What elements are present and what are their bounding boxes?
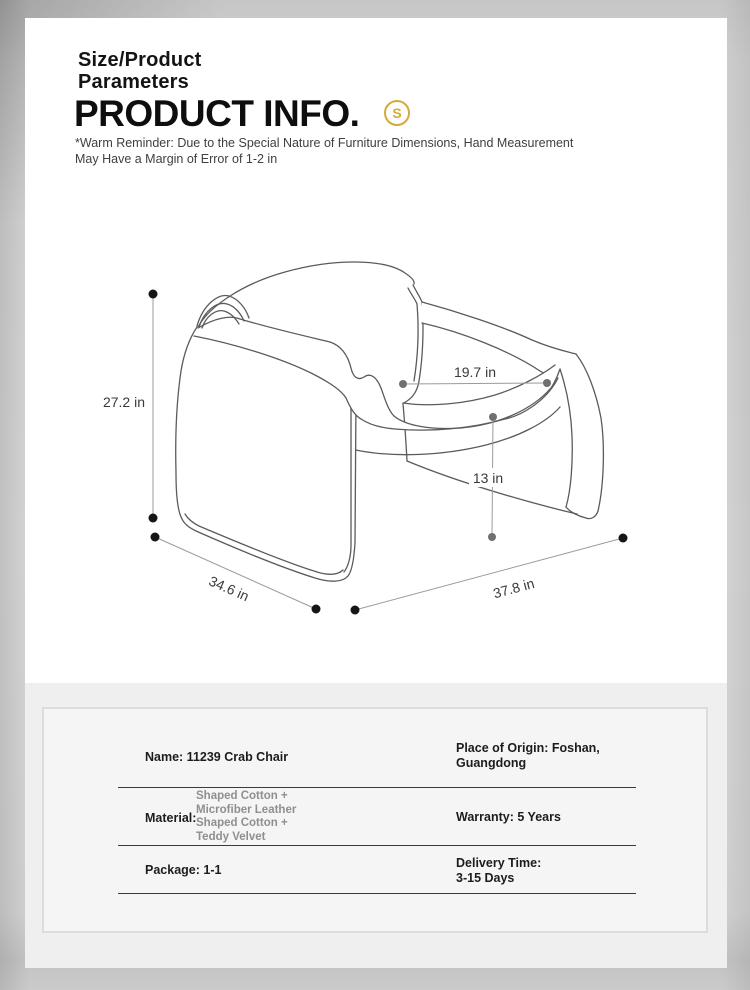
subtitle-line-2: Parameters bbox=[78, 70, 189, 93]
spec-origin-line-1: Place of Origin: Foshan, bbox=[456, 741, 600, 755]
dimension-label-depth: 34.6 in bbox=[206, 572, 252, 605]
spec-material-label: Material: bbox=[145, 811, 197, 825]
spec-origin-line-2: Guangdong bbox=[456, 756, 527, 770]
warm-reminder-line-2: May Have a Margin of Error of 1-2 in bbox=[75, 151, 278, 166]
warm-reminder-line-1: *Warm Reminder: Due to the Special Nature of Furniture Dimensions, Hand Measurement bbox=[75, 136, 574, 150]
brand-seal-icon bbox=[384, 100, 410, 126]
dimension-label-width: 37.8 in bbox=[491, 575, 537, 602]
chair-line-drawing bbox=[90, 235, 650, 635]
table-rule-2 bbox=[118, 845, 636, 846]
chair-strokes bbox=[176, 262, 604, 581]
page-title: PRODUCT INFO. bbox=[74, 93, 360, 134]
spec-material-line-1: Shaped Cotton + bbox=[196, 790, 288, 802]
dimension-label-seat-width: 19.7 in bbox=[453, 364, 497, 380]
spec-delivery-line-1: Delivery Time: bbox=[456, 856, 542, 870]
spec-material-line-3: Shaped Cotton + bbox=[196, 817, 288, 829]
spec-material-line-2: Microfiber Leather bbox=[196, 803, 297, 816]
spec-table-card bbox=[42, 707, 708, 933]
table-rule-1 bbox=[118, 787, 636, 788]
subtitle-line-1: Size/Product bbox=[78, 49, 202, 71]
chair-diagram bbox=[90, 235, 650, 635]
dimension-label-height: 27.2 in bbox=[102, 394, 145, 410]
dimension-label-seat-height: 13 in bbox=[472, 470, 504, 486]
spec-delivery-line-2: 3-15 Days bbox=[456, 871, 515, 885]
spec-warranty: Warranty: 5 Years bbox=[456, 810, 561, 824]
spec-material-line-4: Teddy Velvet bbox=[196, 830, 266, 843]
spec-origin bbox=[456, 741, 600, 771]
spec-material-values bbox=[196, 790, 296, 844]
table-rule-3 bbox=[118, 893, 636, 894]
spec-name: Name: 11239 Crab Chair bbox=[145, 750, 289, 764]
spec-delivery bbox=[456, 856, 541, 886]
brand-seal-letter: S bbox=[392, 105, 402, 121]
warm-reminder bbox=[75, 136, 595, 167]
page-subtitle bbox=[78, 50, 202, 93]
spec-package: Package: 1-1 bbox=[145, 863, 222, 877]
